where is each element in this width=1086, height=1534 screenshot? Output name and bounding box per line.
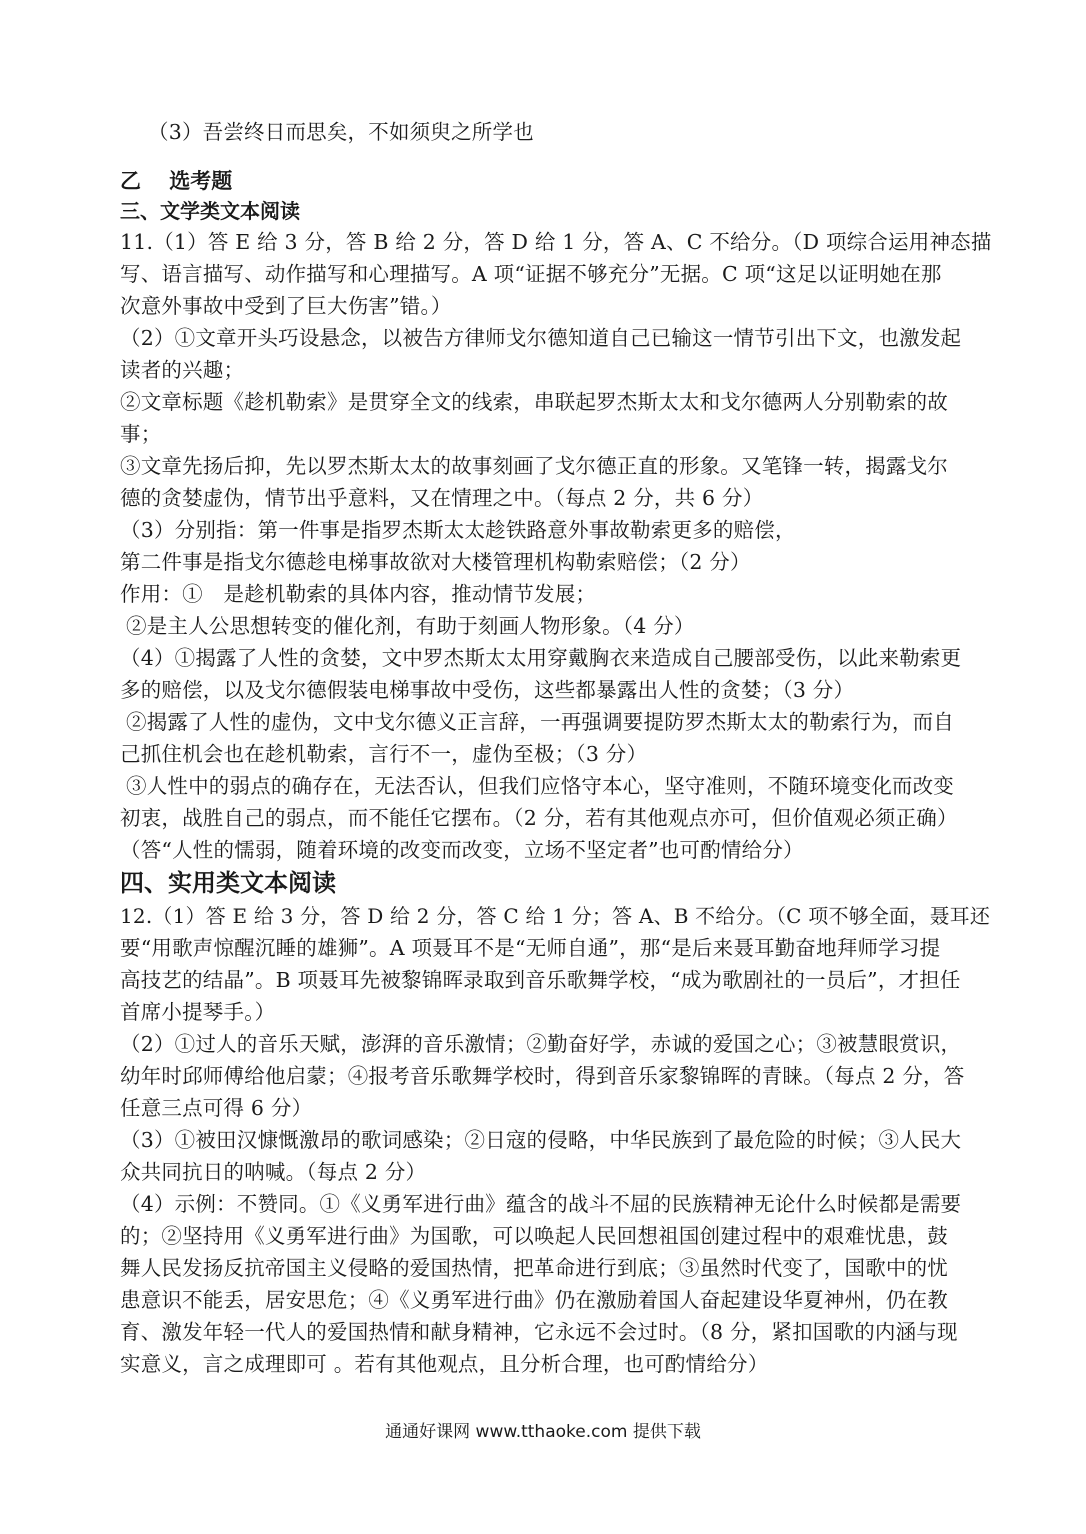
paragraph-line: 读者的兴趣； [120,358,245,382]
paragraph-line: （3）分别指：第一件事是指罗杰斯太太趁铁路意外事故勒索更多的赔偿， [120,518,796,542]
footer-watermark: 通通好课网 www.tthaoke.com 提供下载 [385,1422,701,1442]
paragraph-line: ②文章标题《趁机勒索》是贯穿全文的线索，串联起罗杰斯太太和戈尔德两人分别勒索的故 [120,390,948,414]
paragraph-line: （答“人性的懦弱，随着环境的改变而改变，立场不坚定者”也可酌情给分） [120,838,804,862]
section-select-heading: 乙 选考题 [120,169,233,193]
paragraph-line: 写、语言描写、动作描写和心理描写。A 项“证据不够充分”无据。C 项“这足以证明她在那 [120,262,942,286]
section3-body [120,226,1010,866]
paragraph-line: （2）①文章开头巧设悬念，以被告方律师戈尔德知道自己已输这一情节引出下文，也激发起 [120,326,962,350]
paragraph-line: 己抓住机会也在趁机勒索，言行不一，虚伪至极；（3 分） [120,742,648,766]
paragraph-line: ③文章先扬后抑，先以罗杰斯太太的故事刻画了戈尔德正直的形象。又笔锋一转，揭露戈尔 [120,454,948,478]
paragraph-line: 的；②坚持用《义勇军进行曲》为国歌，可以唤起人民回想祖国创建过程中的艰难忧患，鼓 [120,1224,948,1248]
paragraph-line: 幼年时邱师傅给他启蒙；④报考音乐歌舞学校时，得到音乐家黎锦晖的青睐。（每点 2 分，答 [120,1064,965,1088]
paragraph-line: 患意识不能丢，居安思危；④《义勇军进行曲》仍在激励着国人奋起建设华夏神州，仍在教 [120,1288,948,1312]
paragraph-line: （4）①揭露了人性的贪婪，文中罗杰斯太太用穿戴胸衣来造成自己腰部受伤，以此来勒索更 [120,646,962,670]
paragraph-line: （3）①被田汉慷慨激昂的歌词感染；②日寇的侵略，中华民族到了最危险的时候；③人民大 [120,1128,962,1152]
section3-heading: 三、文学类文本阅读 [120,199,300,223]
paragraph-line: 舞人民发扬反抗帝国主义侵略的爱国热情，把革命进行到底；③虽然时代变了，国歌中的忧 [120,1256,948,1280]
paragraph-line: 育、激发年轻一代人的爱国热情和献身精神，它永远不会过时。（8 分，紧扣国歌的内涵与现 [120,1320,958,1344]
section4-heading: 四、实用类文本阅读 [120,869,336,897]
paragraph-line: 11.（1）答 E 给 3 分，答 B 给 2 分，答 D 给 1 分，答 A、C 不给分。（D 项综合运用神态描 [120,230,992,254]
answer-key-page [120,116,1010,1380]
paragraph-line: 作用：① 是趁机勒索的具体内容，推动情节发展； [120,582,597,606]
paragraph-line: 高技艺的结晶”。B 项聂耳先被黎锦晖录取到音乐歌舞学校，“成为歌剧社的一员后”，才担任 [120,968,961,992]
paragraph-line: 德的贪婪虚伪，情节出乎意料，又在情理之中。（每点 2 分，共 6 分） [120,486,764,510]
paragraph-line: ③人性中的弱点的确存在，无法否认，但我们应恪守本心，坚守准则，不随环境变化而改变 [126,774,954,798]
paragraph-line: 众共同抗日的呐喊。（每点 2 分） [120,1160,427,1184]
paragraph-line: 要“用歌声惊醒沉睡的雄狮”。A 项聂耳不是“无师自通”，那“是后来聂耳勤奋地拜师学习提 [120,936,941,960]
paragraph-line: 多的赔偿，以及戈尔德假装电梯事故中受伤，这些都暴露出人性的贪婪；（3 分） [120,678,855,702]
paragraph-line: 初衷，战胜自己的弱点，而不能任它摆布。（2 分，若有其他观点亦可，但价值观必须正确） [120,806,958,830]
paragraph-line: 12.（1）答 E 给 3 分，答 D 给 2 分，答 C 给 1 分；答 A、B 不给分。（C 项不够全面，聂耳还 [120,904,991,928]
paragraph-line: ②揭露了人性的虚伪，文中戈尔德义正言辞，一再强调要提防罗杰斯太太的勒索行为，而自 [126,710,954,734]
paragraph-line: 次意外事故中受到了巨大伤害”错。） [120,294,452,318]
paragraph-line: 第二件事是指戈尔德趁电梯事故欲对大楼管理机构勒索赔偿；（2 分） [120,550,751,574]
paragraph-line: （2）①过人的音乐天赋，澎湃的音乐激情；②勤奋好学，赤诚的爱国之心；③被慧眼赏识， [120,1032,962,1056]
paragraph-line: 首席小提琴手。） [120,1000,276,1024]
top-item: （3）吾尝终日而思矣，不如须臾之所学也 [148,120,534,144]
paragraph-line: 事； [120,422,162,446]
paragraph-line: ②是主人公思想转变的催化剂，有助于刻画人物形象。（4 分） [126,614,695,638]
section4-body [120,900,1010,1380]
paragraph-line: 实意义，言之成理即可 。若有其他观点，且分析合理，也可酌情给分） [120,1352,769,1376]
paragraph-line: 任意三点可得 6 分） [120,1096,313,1120]
paragraph-line: （4）示例：不赞同。①《义勇军进行曲》蕴含的战斗不屈的民族精神无论什么时候都是需要 [120,1192,962,1216]
